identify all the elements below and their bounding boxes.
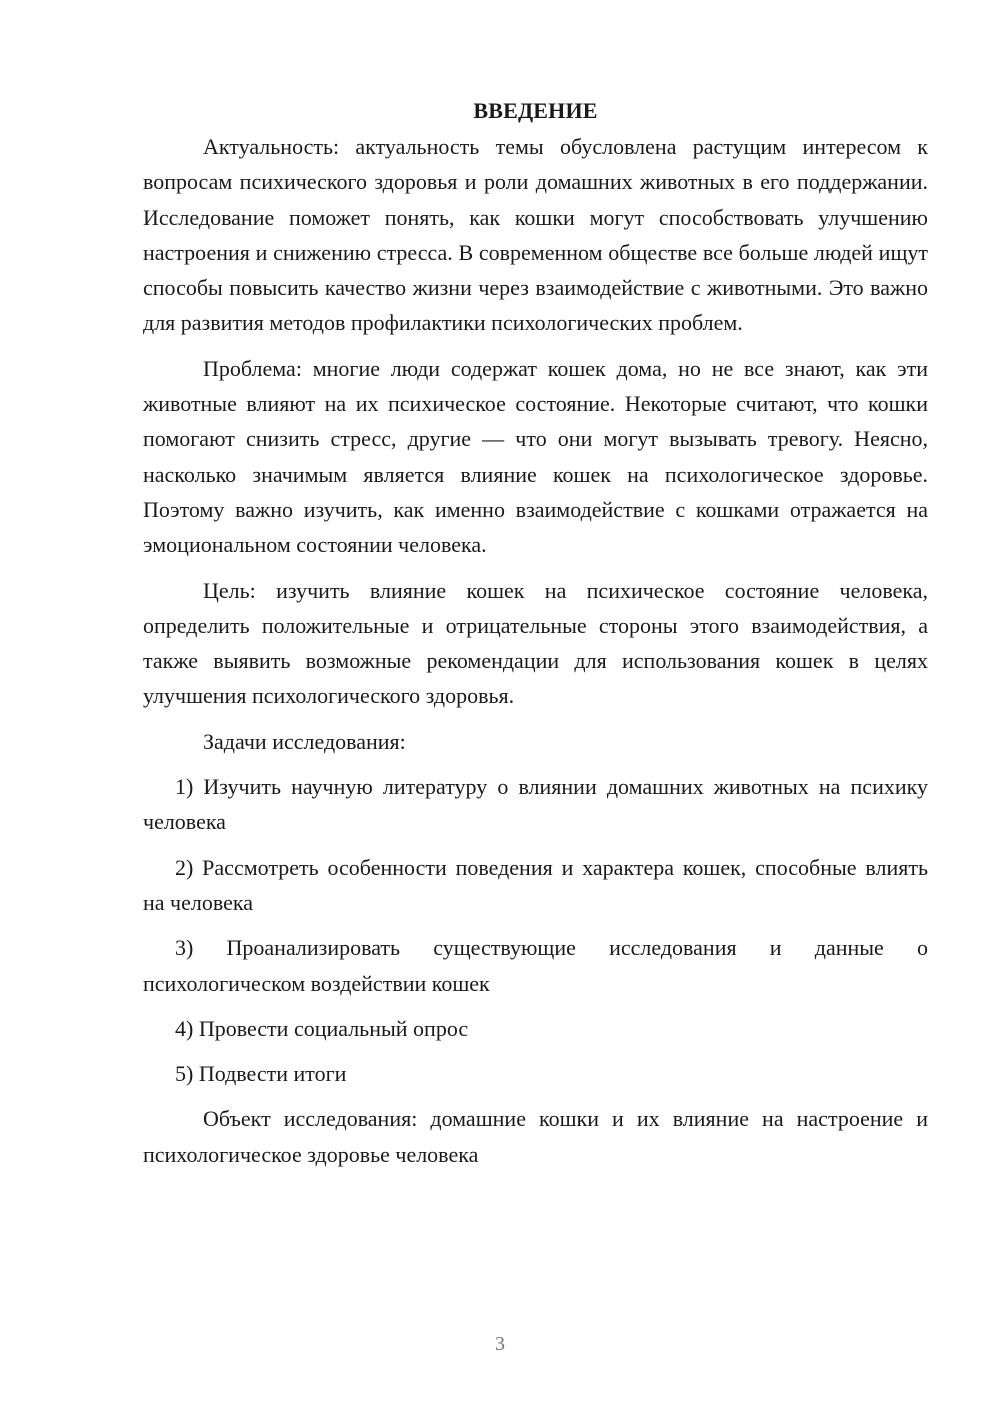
section-heading: ВВЕДЕНИЕ — [473, 98, 598, 123]
tasks-list — [143, 769, 928, 1091]
task-item: 1) Изучить научную литературу о влиянии домашних животных на психику человека — [143, 774, 928, 835]
task-item: 4) Провести социальный опрос — [175, 1015, 469, 1041]
page-number: 3 — [495, 1333, 505, 1355]
task-item: 2) Рассмотреть особенности поведения и характера кошек, способные влиять на человека — [143, 854, 928, 915]
problem-paragraph: Проблема: многие люди содержат кошек дома, но не все знают, как эти животные влияют на их психическое состояние. Некоторые считают, что кошки помогают снизить стресс, другие — что они могут вызывать тревогу. Неясно, насколько значимым является влияние кошек на психологическое здоровье. Поэтому важно изучить, как именно взаимодействие с кошками отражается на эмоциональном состоянии человека. — [143, 355, 928, 558]
task-item: 3) Проанализировать существующие исследования и данные о психологическом воздействии кошек — [143, 935, 928, 996]
tasks-title: Задачи исследования: — [203, 728, 406, 754]
object-paragraph: Объект исследования: домашние кошки и их влияние на настроение и психологическое здоровье человека — [143, 1106, 928, 1167]
task-item: 5) Подвести итоги — [175, 1061, 347, 1087]
relevance-paragraph: Актуальность: актуальность темы обусловлена растущим интересом к вопросам психического здоровья и роли домашних животных в его поддержании. Исследование поможет понять, как кошки могут способствовать улучшению настроения и снижению стресса. В современном обществе все больше людей ищут способы повысить качество жизни через взаимодействие с животными. Это важно для развития методов профилактики психологических проблем. — [143, 134, 928, 336]
page-content — [143, 93, 928, 1182]
goal-paragraph: Цель: изучить влияние кошек на психическое состояние человека, определить положительные и отрицательные стороны этого взаимодействия, а также выявить возможные рекомендации для использования кошек в целях улучшения психологического здоровья. — [143, 577, 928, 709]
